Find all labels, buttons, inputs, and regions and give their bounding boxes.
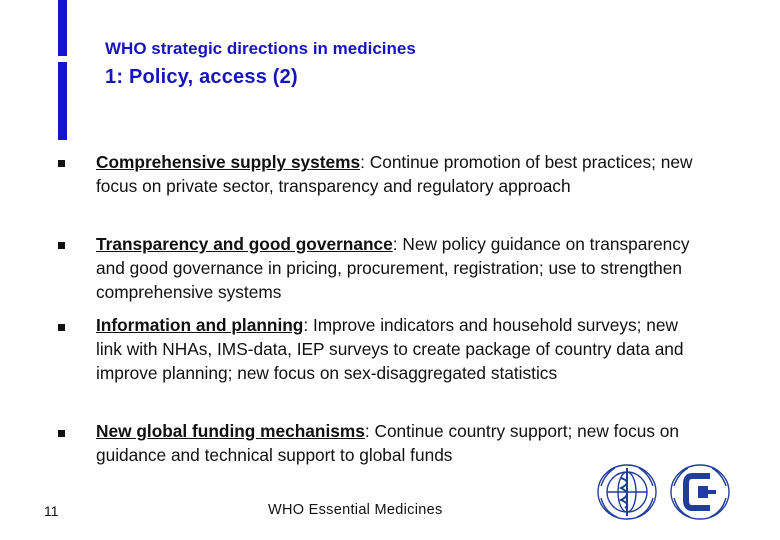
slide-title: WHO strategic directions in medicines (105, 39, 416, 58)
who-emblem-icon (595, 462, 659, 522)
item-term: Information and planning (96, 315, 304, 335)
item-text: : New policy guidance on transparency and good governance in pricing, procurement, registration; use to strengthen comprehensive systems (96, 234, 690, 302)
slide-subtitle: 1: Policy, access (2) (105, 66, 298, 88)
item-text: : Improve indicators and household surveys; new link with NHAs, IMS-data, IEP surveys to create package of country data and improve planning; new focus on sex-disaggregated statistics (96, 315, 684, 383)
page-number: 11 (44, 503, 59, 519)
item-term: Comprehensive supply systems (96, 152, 361, 172)
bullet-icon (58, 242, 65, 249)
list-item (96, 150, 696, 198)
list-item (96, 419, 696, 467)
list-item (96, 313, 696, 385)
item-text: : Continue promotion of best practices; new focus on private sector, transparency and regulatory approach (96, 152, 693, 196)
item-text: : Continue country support; new focus on guidance and technical support to global funds (96, 421, 679, 465)
bullet-icon (58, 160, 65, 167)
list-item (96, 232, 696, 304)
essential-medicines-emblem-icon (668, 462, 732, 522)
item-term: New global funding mechanisms (96, 421, 365, 441)
bullet-icon (58, 324, 65, 331)
bullet-icon (58, 430, 65, 437)
footer-text: WHO Essential Medicines (268, 502, 443, 518)
accent-bar (58, 0, 67, 140)
item-term: Transparency and good governance (96, 234, 393, 254)
